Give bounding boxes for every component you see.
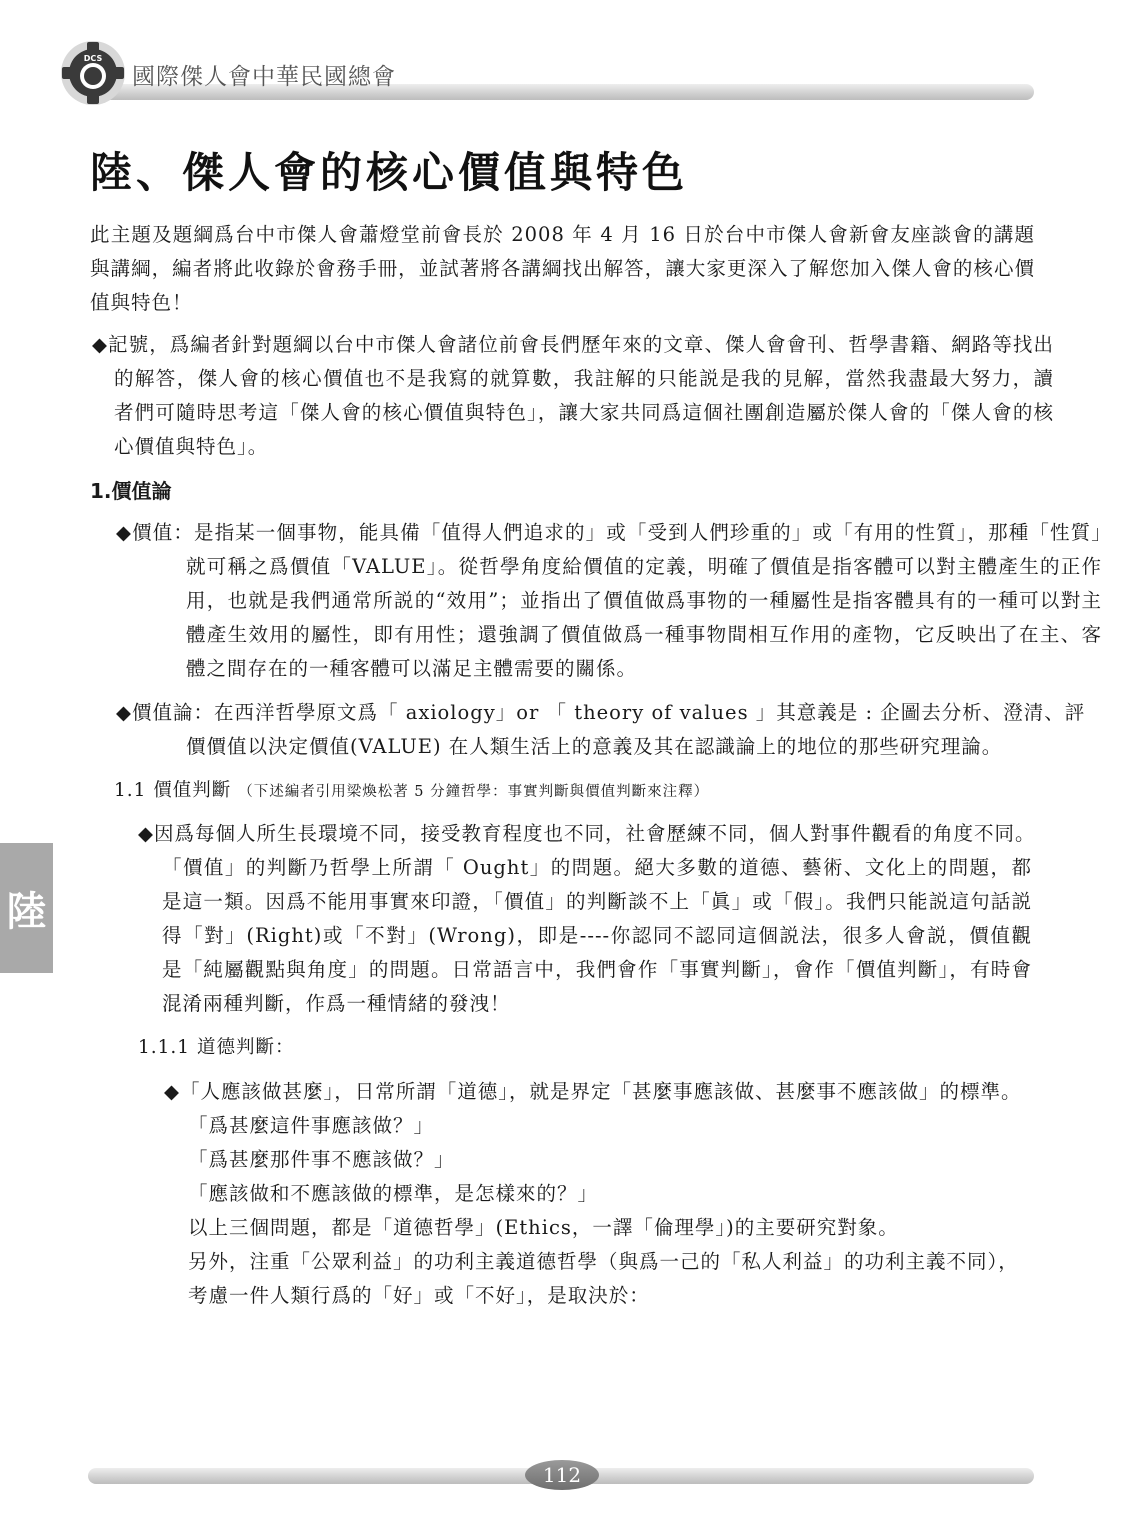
- value-judgment-paragraph: 「價值」的判斷乃哲學上所謂「 Ought」的問題。絕大多數的道德、藝術、文化上的問題，都是這一類。因爲不能用事實來印證，「價值」的判斷談不上「眞」或「假」。我們只能説這句話説得「對」(Right)或「不對」(Wrong)，即是----你認同不認同這個説法，很多人會説，價值觀是「純屬觀點與角度」的問題。日常語言中，我們會作「事實判斷」，會作「價值判斷」，有時會混淆兩種判斷，作爲一種情緒的發洩！: [162, 856, 1032, 1015]
- document-body: [0, 218, 1123, 1313]
- chapter-side-tab: 陸: [0, 843, 53, 973]
- organization-logo: [60, 40, 126, 106]
- section-heading-1-1-title: 1.1 價值判斷: [114, 780, 232, 801]
- logo-text: DCS: [83, 54, 103, 63]
- question-3: 「應該做和不應該做的標準，是怎樣來的？」: [188, 1182, 599, 1205]
- ethics-paragraph: 以上三個問題，都是「道德哲學」(Ethics，一譯「倫理學」)的主要研究對象。: [188, 1216, 899, 1239]
- moral-judgment-bullet: ◆「人應該做甚麼」，日常所謂「道德」，就是界定「甚麼事應該做、甚麼事不應該做」的標準。: [164, 1080, 1022, 1103]
- section-heading-1-1: [114, 774, 1123, 809]
- section-heading-1-1-1: 1.1.1 道德判斷：: [138, 1037, 295, 1058]
- section-heading-1: 1.價值論: [90, 479, 172, 503]
- organization-name: 國際傑人會中華民國總會: [132, 64, 396, 90]
- section-heading-1-1-note: （下述編者引用梁煥松著 5 分鐘哲學：事實判斷與價值判斷來注釋）: [238, 784, 710, 800]
- page-number: 112: [525, 1460, 599, 1490]
- page-title: 陸、傑人會的核心價值與特色: [90, 148, 689, 197]
- editor-note: ◆記號，爲編者針對題綱以台中市傑人會諸位前會長們歷年來的文章、傑人會會刊、哲學書籍、網路等找出的解答，傑人會的核心價值也不是我寫的就算數，我註解的只能説是我的見解，當然我盡最大努力，讀者們可隨時思考這「傑人會的核心價值與特色」，讓大家共同爲這個社團創造屬於傑人會的「傑人會的核心價值與特色」。: [92, 333, 1054, 458]
- utilitarian-paragraph: 另外，注重「公眾利益」的功利主義道德哲學（與爲一己的「私人利益」的功利主義不同），考慮一件人類行爲的「好」或「不好」，是取決於：: [188, 1250, 1019, 1307]
- question-2: 「爲甚麼那件事不應該做？」: [188, 1148, 455, 1171]
- intro-paragraph: 此主題及題綱爲台中市傑人會蕭燈堂前會長於 2008 年 4 月 16 日於台中市傑人會新會友座談會的講題與講綱，編者將此收錄於會務手冊，並試著將各講綱找出解答，讓大家更深入了解您加入傑人會的核心價值與特色！: [90, 223, 1035, 314]
- value-definition-bullet: ◆價值：是指某一個事物，能具備「值得人們追求的」或「受到人們珍重的」或「有用的性質」，那種「性質」就可稱之爲價值「VALUE」。從哲學角度給價值的定義，明確了價值是指客體可以對主體產生的正作用，也就是我們通常所説的“效用”；並指出了價值做爲事物的一種屬性是指客體具有的一種可以對主體產生效用的屬性，即有用性；還強調了價值做爲一種事物間相互作用的產物，它反映出了在主、客體之間存在的一種客體可以滿足主體需要的關係。: [116, 521, 1102, 680]
- axiology-bullet: ◆價值論：在西洋哲學原文爲「 axiology」or 「 theory of values 」其意義是 : 企圖去分析、澄清、評價價值以決定價值(VALUE) 在人類生活上的意義及其在認識論上的地位的那些研究理論。: [116, 701, 1086, 758]
- question-1: 「爲甚麼這件事應該做？」: [188, 1114, 435, 1137]
- value-judgment-bullet: ◆因爲每個人所生長環境不同，接受教育程度也不同，社會歷練不同，個人對事件觀看的角度不同。: [138, 822, 1036, 845]
